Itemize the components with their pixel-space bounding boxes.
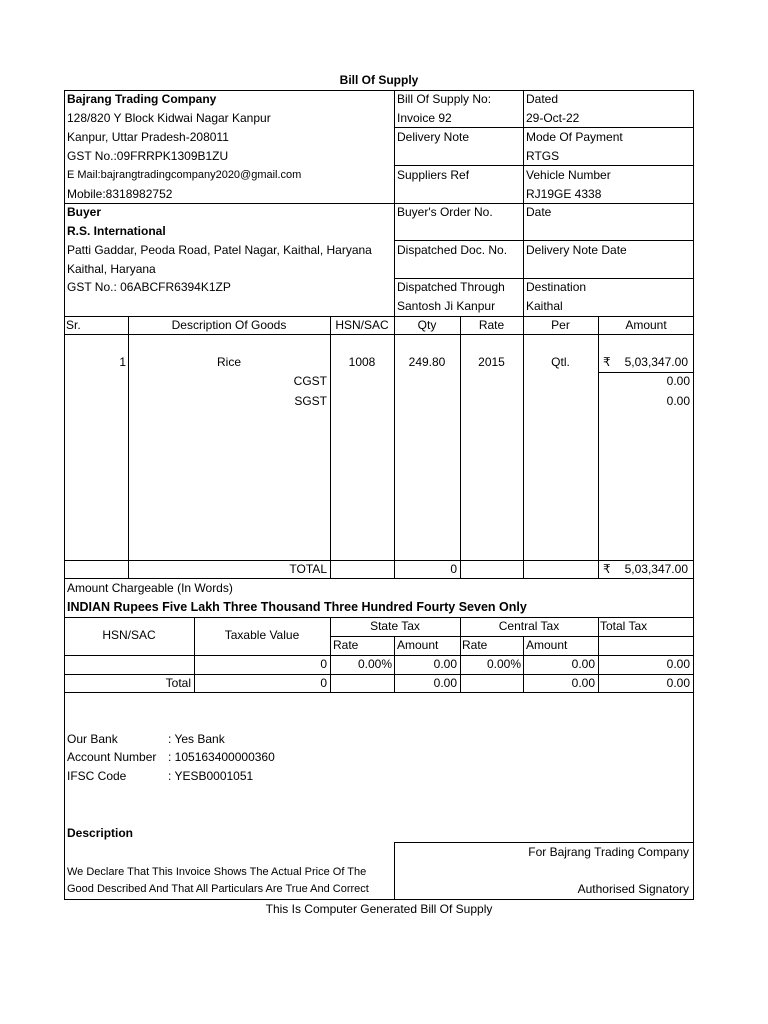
col-description: Description Of Goods	[171, 318, 287, 332]
item-description: Rice	[216, 355, 241, 369]
cgst-amount: 0.00	[666, 374, 690, 388]
account-value: : 105163400000360	[168, 750, 275, 764]
tax-row-ct-amount: 0.00	[571, 657, 595, 671]
item-amount: 5,03,347.00	[624, 355, 688, 369]
buyer-address-2: Kaithal, Haryana	[67, 262, 156, 276]
divider	[64, 203, 694, 204]
rupee-icon: ₹	[603, 355, 611, 369]
delivery-note-label: Delivery Note	[397, 130, 470, 144]
divider	[64, 578, 694, 579]
seller-gst: GST No.:09FRRPK1309B1ZU	[67, 149, 229, 163]
tax-row-st-rate: 0.00%	[357, 657, 392, 671]
tax-sub-ct-rate: Rate	[462, 638, 488, 652]
dispatched-doc-label: Dispatched Doc. No.	[397, 243, 508, 257]
col-amount: Amount	[625, 318, 667, 332]
tax-col-state: State Tax	[370, 619, 420, 633]
col-per: Per	[551, 318, 570, 332]
account-label: Account Number	[67, 750, 157, 764]
item-hsn: 1008	[348, 355, 376, 369]
seller-address-2: Kanpur, Uttar Pradesh-208011	[67, 130, 229, 144]
tax-col-hsn: HSN/SAC	[102, 628, 156, 642]
tax-total-taxable: 0	[320, 676, 327, 690]
vehicle-value: RJ19GE 4338	[526, 187, 602, 201]
divider	[394, 127, 694, 128]
total-qty: 0	[450, 562, 457, 576]
seller-name: Bajrang Trading Company	[67, 92, 217, 106]
mode-payment-value: RTGS	[526, 149, 560, 163]
tax-row-ct-rate: 0.00%	[486, 657, 521, 671]
item-per: Qtl.	[551, 355, 570, 369]
total-amount: 5,03,347.00	[624, 562, 688, 576]
divider	[64, 692, 694, 693]
declaration-line-1: We Declare That This Invoice Shows The Actual Price Of The	[67, 866, 367, 878]
computer-generated-note: This Is Computer Generated Bill Of Supply	[265, 902, 493, 916]
buyer-name: R.S. International	[67, 224, 166, 238]
seller-address-1: 128/820 Y Block Kidwai Nagar Kanpur	[67, 111, 271, 125]
buyers-order-label: Buyer's Order No.	[397, 205, 493, 219]
bill-no-label: Bill Of Supply No:	[397, 92, 492, 106]
tax-sub-st-rate: Rate	[333, 638, 359, 652]
sgst-amount: 0.00	[666, 394, 690, 408]
total-label: TOTAL	[289, 562, 327, 576]
col-sr: Sr.	[66, 318, 81, 332]
seller-email: E Mail:bajrangtradingcompany2020@gmail.com	[67, 169, 302, 181]
buyer-gst: GST No.: 06ABCFR6394K1ZP	[67, 280, 231, 294]
destination-value: Kaithal	[526, 299, 563, 313]
tax-sub-ct-amount: Amount	[526, 638, 568, 652]
bill-no-value: Invoice 92	[397, 111, 452, 125]
dated-label: Dated	[526, 92, 559, 106]
dispatched-through-label: Dispatched Through	[397, 280, 505, 294]
bank-label: Our Bank	[67, 732, 118, 746]
bank-value: : Yes Bank	[168, 732, 225, 746]
col-hsn: HSN/SAC	[335, 318, 389, 332]
dispatched-through-value: Santosh Ji Kanpur	[397, 299, 496, 313]
tax-row-st-amount: 0.00	[433, 657, 457, 671]
description-label: Description	[67, 826, 134, 840]
divider	[330, 636, 694, 637]
cgst-label: CGST	[293, 374, 327, 388]
item-qty: 249.80	[408, 355, 446, 369]
for-company: For Bajrang Trading Company	[528, 845, 689, 859]
mode-payment-label: Mode Of Payment	[526, 130, 623, 144]
tax-total-label: Total	[165, 676, 191, 690]
tax-total-ct-amount: 0.00	[571, 676, 595, 690]
page-title: Bill Of Supply	[339, 73, 419, 87]
tax-total-st-amount: 0.00	[433, 676, 457, 690]
invoice-frame	[64, 90, 694, 900]
divider	[394, 842, 694, 843]
col-rate: Rate	[478, 318, 505, 332]
date-label: Date	[526, 205, 552, 219]
divider	[64, 334, 694, 335]
tax-col-total: Total Tax	[600, 619, 648, 633]
col-qty: Qty	[417, 318, 437, 332]
tax-total-total: 0.00	[666, 676, 690, 690]
tax-row-taxable: 0	[320, 657, 327, 671]
words-value: INDIAN Rupees Five Lakh Three Thousand Three Hundred Fourty Seven Only	[67, 600, 527, 614]
divider	[394, 240, 694, 241]
destination-label: Destination	[526, 280, 587, 294]
seller-mobile: Mobile:8318982752	[67, 187, 173, 201]
words-label: Amount Chargeable (In Words)	[67, 581, 233, 595]
item-rate: 2015	[478, 355, 505, 369]
declaration-line-2: Good Described And That All Particulars Are True And Correct	[67, 883, 369, 895]
authorised-signatory: Authorised Signatory	[577, 882, 689, 896]
ifsc-label: IFSC Code	[67, 769, 127, 783]
vehicle-label: Vehicle Number	[526, 168, 611, 182]
tax-col-taxable: Taxable Value	[224, 628, 300, 642]
tax-row-total: 0.00	[666, 657, 690, 671]
ifsc-value: : YESB0001051	[168, 769, 254, 783]
item-sr: 1	[119, 355, 126, 369]
rupee-icon: ₹	[603, 562, 611, 576]
suppliers-ref-label: Suppliers Ref	[397, 168, 470, 182]
sgst-label: SGST	[294, 394, 327, 408]
buyer-label: Buyer	[67, 205, 102, 219]
tax-sub-st-amount: Amount	[397, 638, 439, 652]
buyer-address-1: Patti Gaddar, Peoda Road, Patel Nagar, Kaithal, Haryana	[67, 243, 372, 257]
tax-col-central: Central Tax	[498, 619, 560, 633]
dated-value: 29-Oct-22	[526, 111, 580, 125]
delivery-note-date-label: Delivery Note Date	[526, 243, 627, 257]
divider	[394, 165, 694, 166]
